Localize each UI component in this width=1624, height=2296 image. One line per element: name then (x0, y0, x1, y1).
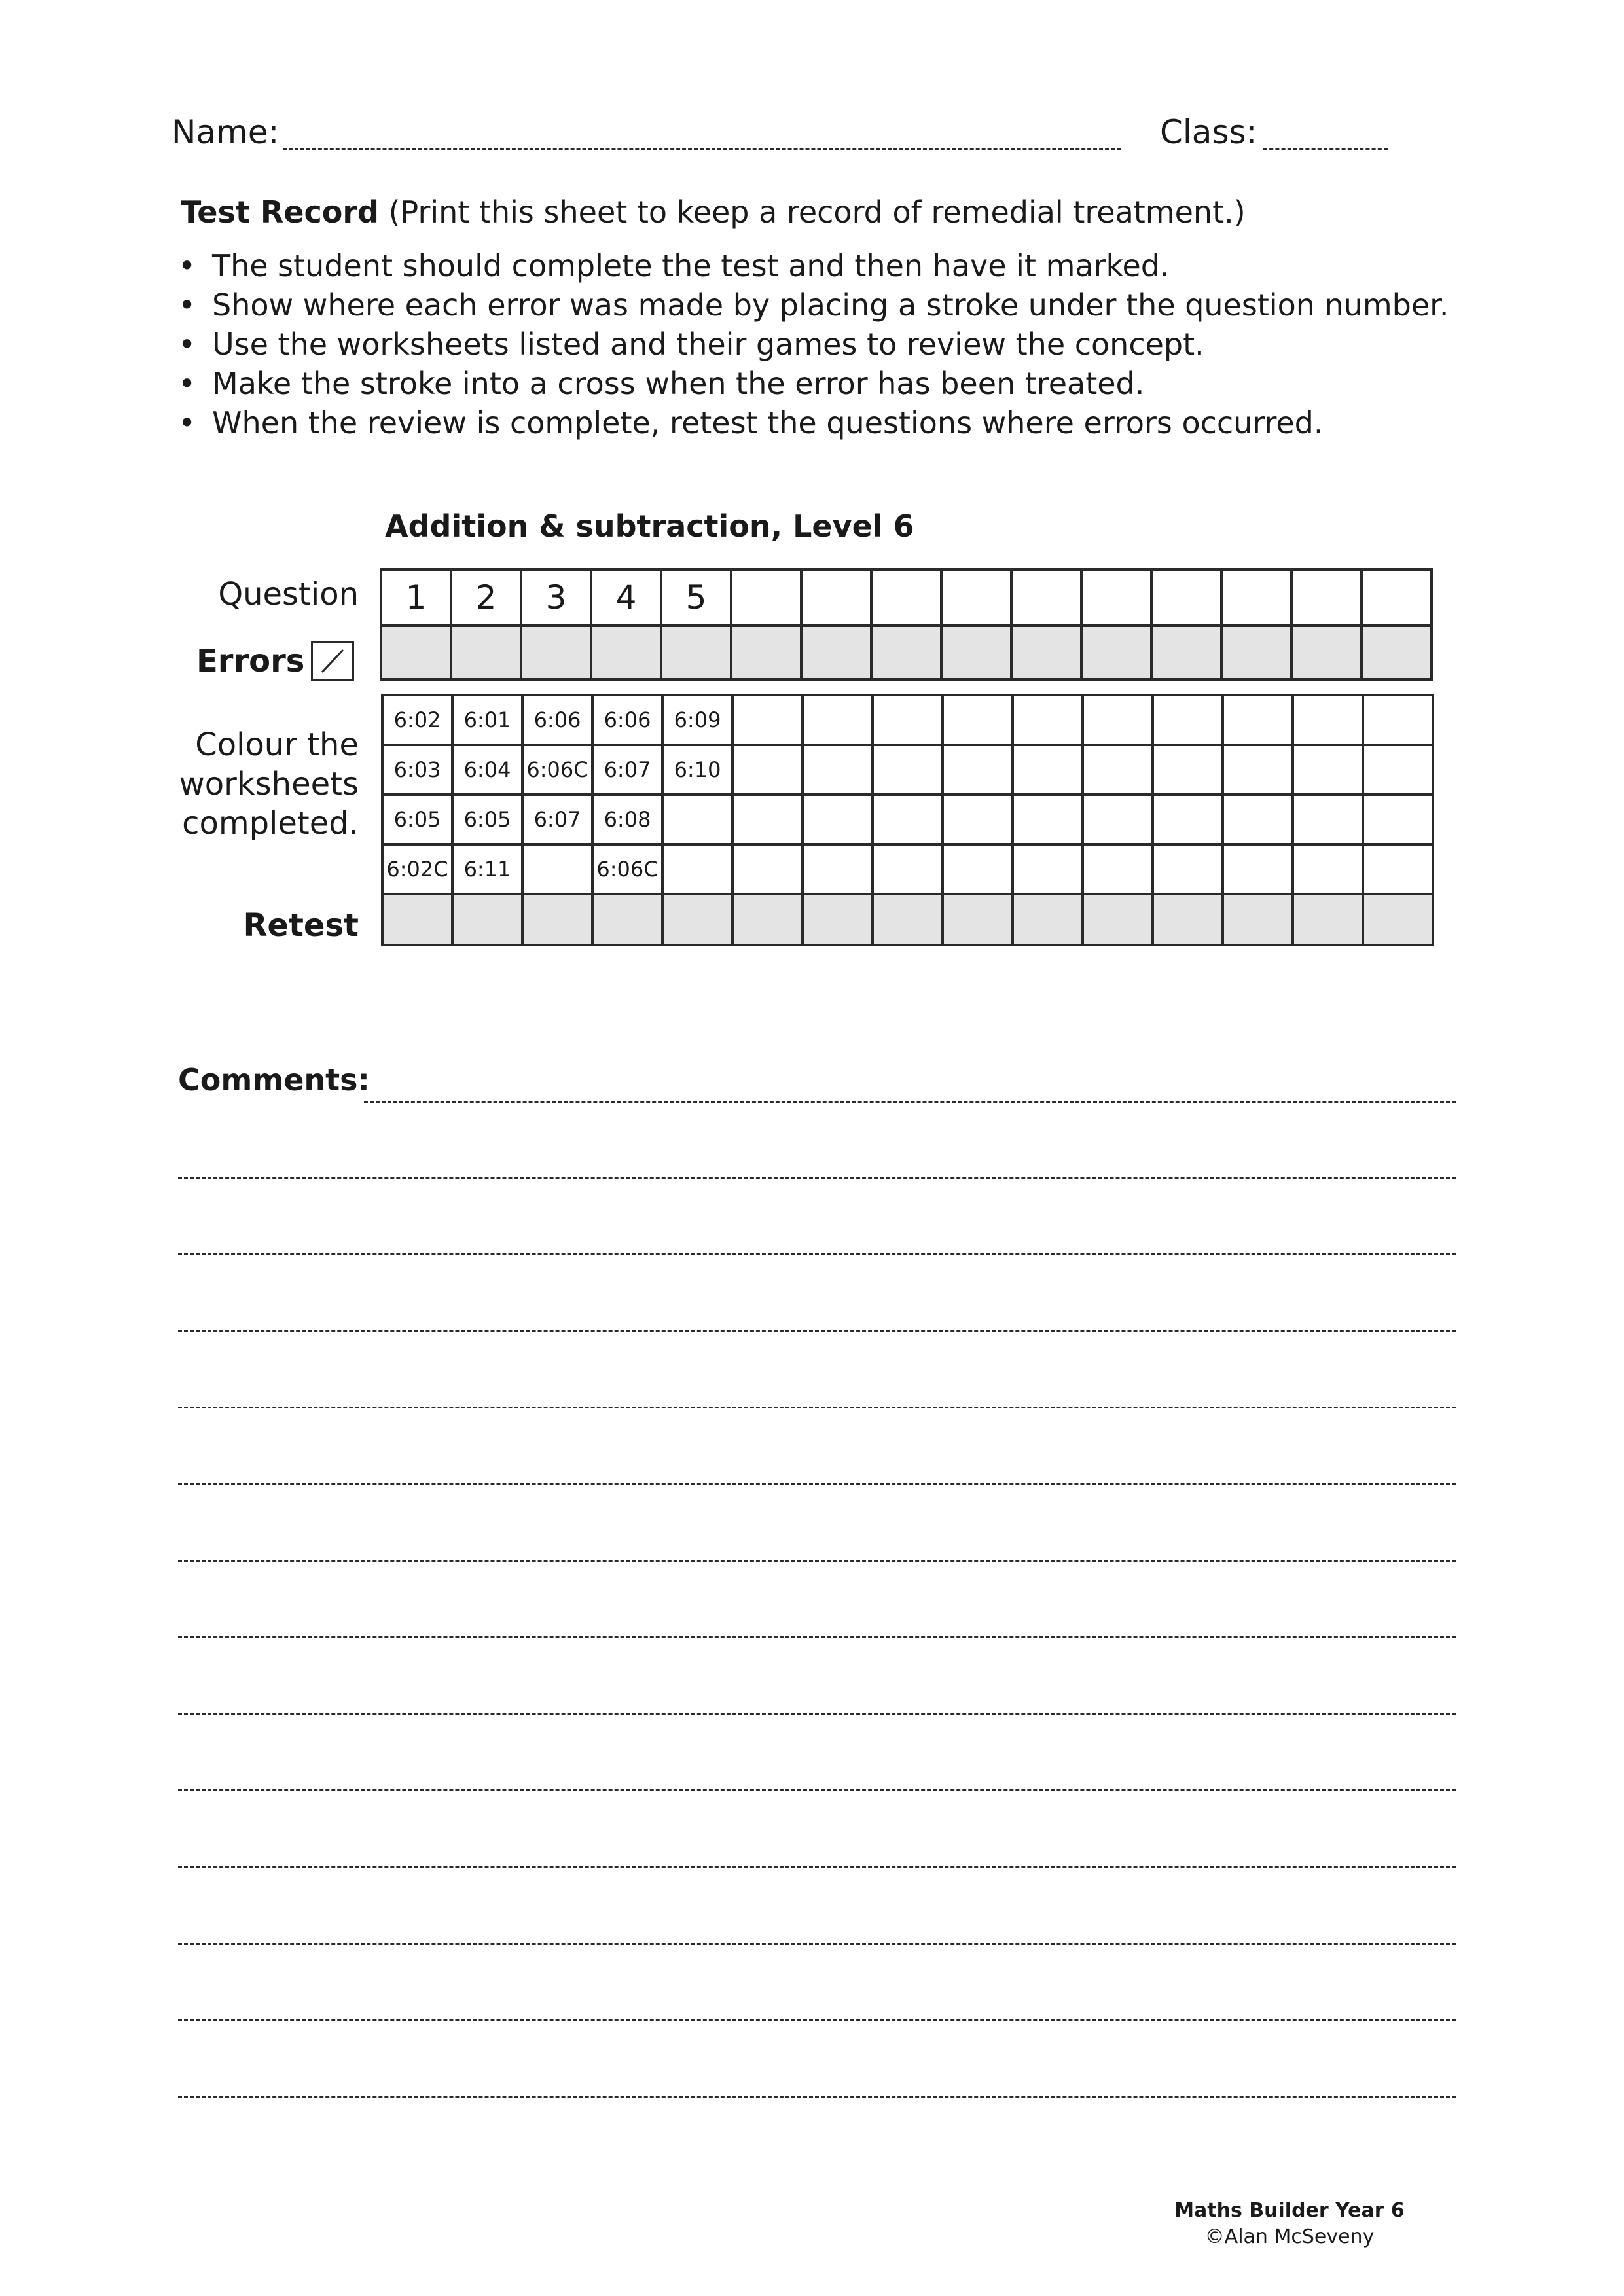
worksheet-cell[interactable] (943, 795, 1013, 844)
retest-label: Retest (243, 907, 359, 944)
errors-label: Errors (196, 643, 305, 679)
worksheet-cell[interactable]: 6:05 (452, 795, 522, 844)
worksheet-cell[interactable]: 6:07 (592, 745, 662, 795)
name-line[interactable] (283, 148, 1121, 150)
instruction-text: Use the worksheets listed and their games to review the concept. (212, 327, 1204, 362)
worksheet-cell[interactable] (1363, 695, 1433, 745)
worksheet-cell[interactable] (1293, 795, 1363, 844)
worksheet-cell[interactable] (1013, 695, 1083, 745)
question-row (381, 569, 1432, 626)
worksheet-row (382, 695, 1433, 745)
worksheet-cell[interactable] (662, 844, 732, 894)
comment-line[interactable] (178, 1330, 1456, 1332)
errors-cell[interactable] (731, 626, 801, 679)
errors-cell[interactable] (661, 626, 731, 679)
retest-cell[interactable] (382, 894, 452, 945)
worksheet-row (382, 795, 1433, 844)
errors-cell[interactable] (451, 626, 521, 679)
errors-cell[interactable] (381, 626, 451, 679)
question-cell: 5 (661, 569, 731, 626)
retest-cell[interactable] (1363, 894, 1433, 945)
retest-cell[interactable] (452, 894, 522, 945)
question-cell (731, 569, 801, 626)
question-cell (801, 569, 871, 626)
worksheet-cell[interactable] (522, 844, 592, 894)
instruction-item (178, 285, 1449, 325)
errors-cell[interactable] (521, 626, 591, 679)
bullet: • (178, 327, 196, 362)
comment-line[interactable] (178, 1713, 1456, 1715)
footer-book: Maths Builder Year 6 (1174, 2199, 1405, 2222)
worksheet-cell[interactable] (1293, 695, 1363, 745)
errors-cell[interactable] (591, 626, 661, 679)
errors-cell[interactable] (1151, 626, 1221, 679)
instruction-text: The student should complete the test and then have it marked. (212, 248, 1170, 283)
worksheet-cell[interactable]: 6:11 (452, 844, 522, 894)
instruction-item (178, 325, 1449, 364)
worksheet-cell[interactable]: 6:06C (522, 745, 592, 795)
retest-cell[interactable] (873, 894, 943, 945)
worksheet-cell[interactable] (803, 695, 873, 745)
instruction-text: Show where each error was made by placing a stroke under the question number. (212, 287, 1449, 323)
instruction-text: When the review is complete, retest the questions where errors occurred. (212, 405, 1324, 440)
errors-cell[interactable] (1221, 626, 1291, 679)
worksheet-cell[interactable]: 6:02 (382, 695, 452, 745)
worksheet-cell[interactable]: 6:02C (382, 844, 452, 894)
question-cell (871, 569, 941, 626)
comment-line[interactable] (178, 1636, 1456, 1638)
worksheet-cell[interactable] (1013, 844, 1083, 894)
retest-cell[interactable] (803, 894, 873, 945)
retest-row (382, 894, 1433, 945)
worksheet-cell[interactable] (1363, 745, 1433, 795)
worksheet-cell[interactable] (873, 695, 943, 745)
instruction-item (178, 246, 1449, 285)
worksheet-cell[interactable] (1153, 844, 1223, 894)
worksheet-cell[interactable] (1083, 795, 1153, 844)
worksheet-cell[interactable] (732, 795, 803, 844)
question-cell (1081, 569, 1151, 626)
worksheet-cell[interactable] (1223, 795, 1293, 844)
instruction-item (178, 403, 1449, 442)
retest-cell[interactable] (1153, 894, 1223, 945)
worksheet-cell[interactable] (662, 795, 732, 844)
instruction-text: Make the stroke into a cross when the error has been treated. (212, 366, 1145, 401)
worksheets-table (381, 694, 1434, 946)
comments-label: Comments: (178, 1062, 370, 1098)
test-record-title: Test Record (181, 194, 379, 230)
question-cell (1151, 569, 1221, 626)
worksheet-row (382, 844, 1433, 894)
slash-box-icon (311, 641, 354, 681)
worksheet-cell[interactable] (732, 695, 803, 745)
worksheet-cell[interactable]: 6:07 (522, 795, 592, 844)
worksheet-cell[interactable] (1083, 695, 1153, 745)
question-cell: 1 (381, 569, 451, 626)
worksheet-cell[interactable] (943, 745, 1013, 795)
instruction-item (178, 364, 1449, 403)
class-line[interactable] (1263, 148, 1388, 150)
worksheet-cell[interactable]: 6:05 (382, 795, 452, 844)
errors-row (381, 626, 1432, 679)
question-cell (1221, 569, 1291, 626)
comment-line[interactable] (178, 1560, 1456, 1562)
question-cell (941, 569, 1011, 626)
worksheet-cell[interactable]: 6:06 (522, 695, 592, 745)
worksheet-cell[interactable]: 6:09 (662, 695, 732, 745)
bullet: • (178, 248, 196, 283)
retest-cell[interactable] (522, 894, 592, 945)
worksheet-cell[interactable] (943, 695, 1013, 745)
comment-line[interactable] (178, 2096, 1456, 2098)
retest-cell[interactable] (662, 894, 732, 945)
worksheet-cell[interactable] (1223, 844, 1293, 894)
test-record-subtitle: (Print this sheet to keep a record of remedial treatment.) (388, 194, 1246, 230)
worksheet-cell[interactable]: 6:06 (592, 695, 662, 745)
bullet: • (178, 287, 196, 323)
worksheet-cell[interactable] (1153, 795, 1223, 844)
footer-copyright: ©Alan McSeveny (1204, 2225, 1375, 2248)
section-title: Addition & subtraction, Level 6 (385, 509, 914, 544)
worksheet-cell[interactable] (1293, 745, 1363, 795)
worksheet-cell[interactable] (1013, 795, 1083, 844)
worksheet-cell[interactable]: 6:10 (662, 745, 732, 795)
comments-line-first[interactable] (364, 1101, 1456, 1103)
worksheet-cell[interactable] (1223, 745, 1293, 795)
worksheet-cell[interactable] (803, 745, 873, 795)
question-cell (1362, 569, 1432, 626)
worksheet-cell[interactable] (873, 795, 943, 844)
worksheets-label: Colour the worksheets completed. (179, 726, 359, 842)
errors-cell[interactable] (871, 626, 941, 679)
retest-cell[interactable] (1083, 894, 1153, 945)
worksheet-cell[interactable] (1083, 745, 1153, 795)
comment-line[interactable] (178, 1253, 1456, 1255)
worksheet-cell[interactable] (943, 844, 1013, 894)
errors-cell[interactable] (941, 626, 1011, 679)
worksheet-cell[interactable] (873, 745, 943, 795)
worksheet-cell[interactable] (1223, 695, 1293, 745)
retest-cell[interactable] (1293, 894, 1363, 945)
comment-line[interactable] (178, 1407, 1456, 1408)
worksheet-cell[interactable] (1363, 844, 1433, 894)
bullet: • (178, 405, 196, 440)
name-label: Name: (171, 113, 280, 151)
worksheet-cell[interactable] (1083, 844, 1153, 894)
class-label: Class: (1160, 113, 1257, 151)
question-errors-table (380, 568, 1433, 681)
worksheet-cell[interactable]: 6:08 (592, 795, 662, 844)
errors-cell[interactable] (1011, 626, 1081, 679)
comment-line[interactable] (178, 1483, 1456, 1485)
question-cell (1011, 569, 1081, 626)
worksheet-cell[interactable] (1153, 745, 1223, 795)
question-cell: 4 (591, 569, 661, 626)
worksheet-cell[interactable] (732, 844, 803, 894)
bullet: • (178, 366, 196, 401)
worksheet-cell[interactable] (1293, 844, 1363, 894)
footer (1106, 2198, 1473, 2250)
comment-line[interactable] (178, 1943, 1456, 1945)
comment-line[interactable] (178, 1789, 1456, 1791)
question-cell: 2 (451, 569, 521, 626)
worksheet-cell[interactable] (873, 844, 943, 894)
question-cell: 3 (521, 569, 591, 626)
retest-cell[interactable] (1223, 894, 1293, 945)
worksheet-cell[interactable]: 6:01 (452, 695, 522, 745)
errors-cell[interactable] (1081, 626, 1151, 679)
worksheet-cell[interactable] (1153, 695, 1223, 745)
retest-cell[interactable] (1013, 894, 1083, 945)
retest-cell[interactable] (732, 894, 803, 945)
question-cell (1291, 569, 1362, 626)
worksheet-cell[interactable] (1363, 795, 1433, 844)
comment-line[interactable] (178, 2019, 1456, 2021)
worksheet-cell[interactable] (803, 795, 873, 844)
worksheet-cell[interactable]: 6:04 (452, 745, 522, 795)
worksheet-cell[interactable] (732, 745, 803, 795)
worksheet-cell[interactable]: 6:06C (592, 844, 662, 894)
worksheet-cell[interactable]: 6:03 (382, 745, 452, 795)
instructions-list (178, 246, 1449, 442)
retest-cell[interactable] (943, 894, 1013, 945)
worksheet-cell[interactable] (1013, 745, 1083, 795)
worksheet-row (382, 745, 1433, 795)
comment-line[interactable] (178, 1866, 1456, 1868)
retest-cell[interactable] (592, 894, 662, 945)
errors-cell[interactable] (1362, 626, 1432, 679)
worksheet-cell[interactable] (803, 844, 873, 894)
question-label: Question (218, 576, 359, 613)
comment-line[interactable] (178, 1177, 1456, 1179)
errors-cell[interactable] (801, 626, 871, 679)
test-record-heading (181, 194, 1246, 230)
errors-cell[interactable] (1291, 626, 1362, 679)
